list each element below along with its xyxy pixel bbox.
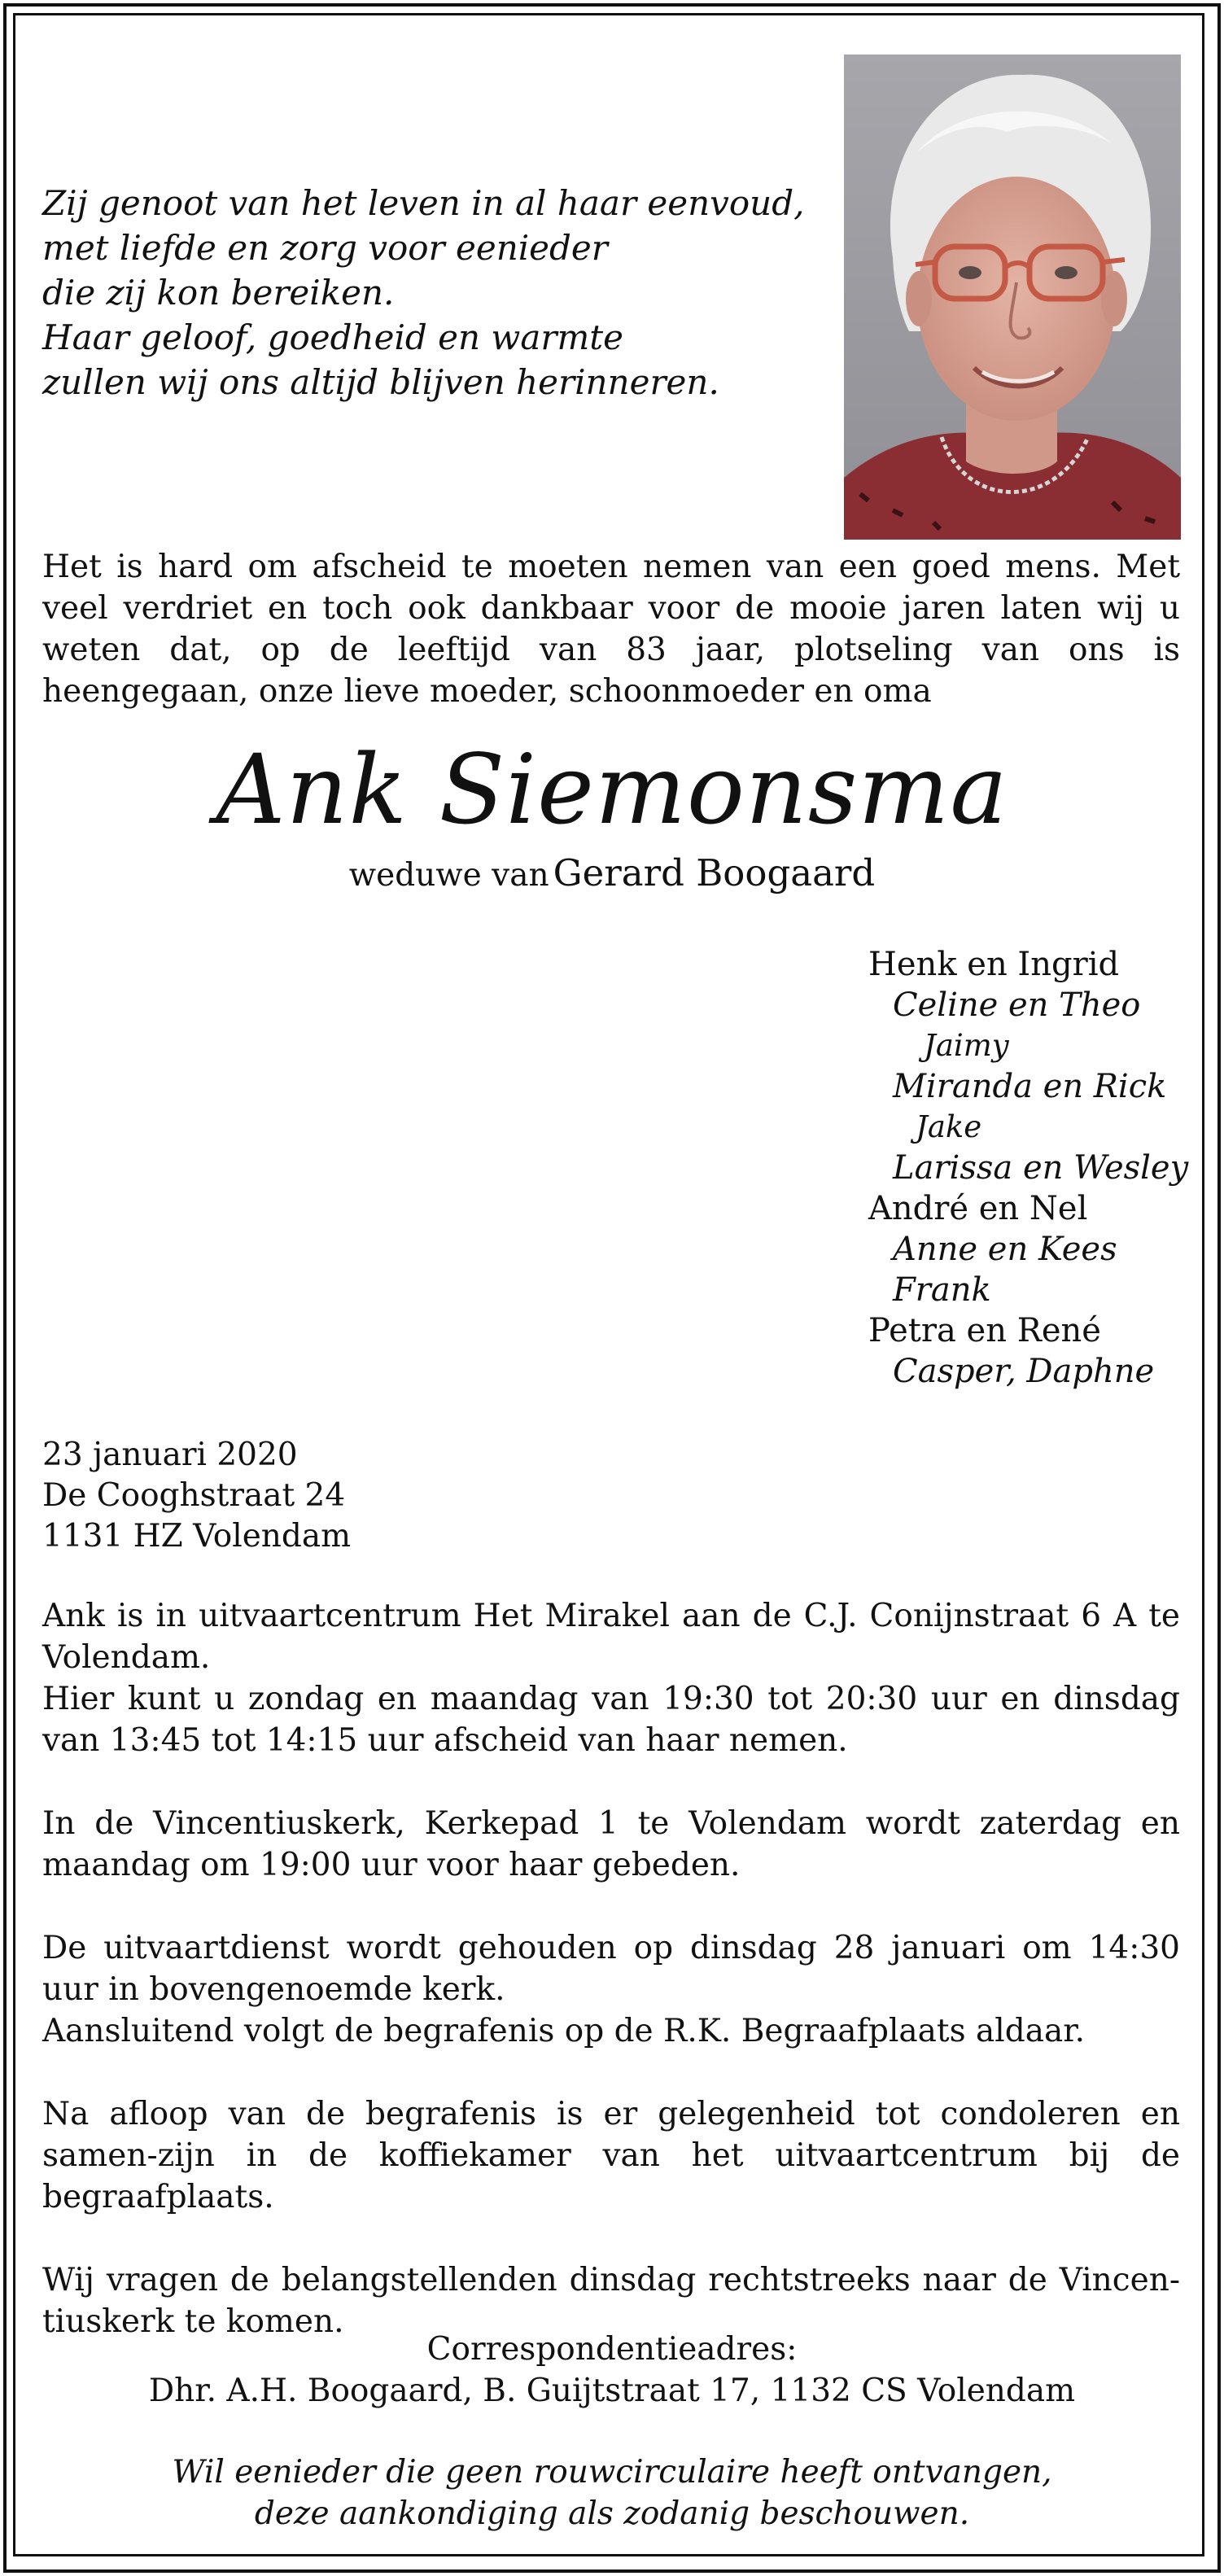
family-member: Jaimy bbox=[924, 1028, 1009, 1063]
family-member: André en Nel bbox=[868, 1190, 1088, 1227]
poem-line: die zij kon bereiken. bbox=[42, 273, 395, 313]
deceased-name: Ank Siemonsma bbox=[216, 733, 1008, 846]
portrait-illustration bbox=[844, 55, 1181, 540]
portrait-photo bbox=[844, 55, 1181, 540]
family-member: Henk en Ingrid bbox=[868, 946, 1120, 983]
family-member: Petra en René bbox=[868, 1312, 1101, 1349]
family-member: Larissa en Wesley bbox=[893, 1149, 1189, 1187]
paragraph: Wij vragen de belangstellenden dinsdag rechtstreeks naar de Vincen-tiuskerk te komen. bbox=[42, 2262, 1180, 2340]
poem-line: Zij genoot van het leven in al haar eenvoud, bbox=[42, 183, 805, 223]
paragraph: Na afloop van de begrafenis is er gelegenheid tot condoleren en samen-zijn in de koffiekamer van het uitvaartcentrum bij de begraafplaats. bbox=[42, 2096, 1180, 2215]
family-member: Frank bbox=[893, 1271, 991, 1309]
family-member: Jake bbox=[916, 1109, 982, 1144]
correspondence-heading: Correspondentieadres: bbox=[426, 2331, 798, 2368]
postal-city: 1131 HZ Volendam bbox=[42, 1518, 352, 1555]
paragraph-line: Hier kunt u zondag en maandag van 19:30 tot 20:30 uur en dinsdag van 13:45 tot 14:15 uur afscheid van haar nemen. bbox=[42, 1681, 1180, 1759]
poem bbox=[42, 181, 824, 405]
paragraph-line: De uitvaartdienst wordt gehouden op dinsdag 28 januari om 14:30 uur in bovengenoemde kerk. bbox=[42, 1930, 1180, 2008]
widow-line bbox=[0, 851, 1224, 894]
correspondence-address: Dhr. A.H. Boogaard, B. Guijtstraat 17, 1132 CS Volendam bbox=[148, 2373, 1076, 2409]
widow-prefix: weduwe van bbox=[348, 857, 549, 894]
closing-line: deze aankondiging als zodanig beschouwen. bbox=[254, 2495, 970, 2532]
poem-line: met liefde en zorg voor eenieder bbox=[42, 228, 608, 268]
family-member: Celine en Theo bbox=[893, 986, 1141, 1024]
poem-line: zullen wij ons altijd blijven herinneren. bbox=[42, 362, 719, 402]
closing-line: Wil eenieder die geen rouwcirculaire heeft ontvangen, bbox=[172, 2454, 1052, 2491]
service-details bbox=[42, 1595, 1180, 2384]
paragraph-line: Aansluitend volgt de begrafenis op de R.K. Begraafplaats aldaar. bbox=[42, 2013, 1085, 2049]
street: De Cooghstraat 24 bbox=[42, 1477, 346, 1514]
paragraph-line: Ank is in uitvaartcentrum Het Mirakel aan de C.J. Conijnstraat 6 A te Volendam. bbox=[42, 1598, 1180, 1676]
poem-line: Haar geloof, goedheid en warmte bbox=[42, 317, 623, 357]
date: 23 januari 2020 bbox=[42, 1437, 298, 1473]
paragraph bbox=[42, 1927, 1180, 2052]
intro-paragraph: Het is hard om afscheid te moeten nemen van een goed mens. Met veel verdriet en toch ook dankbaar voor de mooie jaren laten wij u weten dat, op de leeftijd van 83 jaar, plotseling van ons is heengegaan, onze lieve moeder, schoonmoeder en oma bbox=[42, 549, 1180, 710]
paragraph: In de Vincentiuskerk, Kerkepad 1 te Volendam wordt zaterdag en maandag om 19:00 uur voor haar gebeden. bbox=[42, 1805, 1180, 1883]
paragraph bbox=[42, 1595, 1180, 1761]
closing-note bbox=[0, 2451, 1224, 2534]
family-list bbox=[868, 944, 1210, 1392]
family-member: Casper, Daphne bbox=[893, 1353, 1155, 1390]
home-address bbox=[42, 1435, 612, 1557]
correspondence bbox=[0, 2329, 1224, 2412]
family-member: Miranda en Rick bbox=[893, 1068, 1167, 1105]
family-member: Anne en Kees bbox=[893, 1231, 1117, 1268]
spouse-name: Gerard Boogaard bbox=[553, 851, 876, 894]
